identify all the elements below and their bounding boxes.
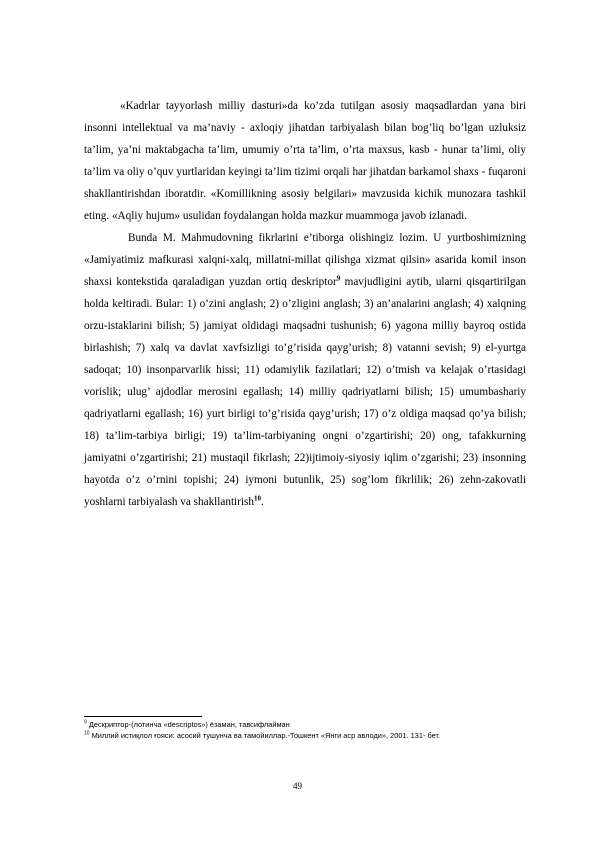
footnote-ref-10[interactable]: 10	[253, 494, 261, 503]
footnote-ref-9[interactable]: 9	[336, 274, 341, 283]
paragraph-2-part-1: Bunda M. Mahmudovning fikrlarini e’tiborga olishingiz lozim. U yurtboshimizning «Jamiyatimiz mafkurasi xalqni-xalq, millatni-millat qilishga xizmat qilsin» asarida komil inson shaxsi kontekstida qaraladigan yuzdan ortiq deskriptor	[84, 232, 526, 288]
paragraph-1: «Kadrlar tayyorlash milliy dasturi»da ko’zda tutilgan asosiy maqsadlardan yana biri insonni intellektual va ma’naviy - axloqiy jihatdan tarbiyalash bilan bog’liq bo’lgan uzluksiz ta’lim, ya’ni maktabgacha ta’lim, umumiy o’rta ta’lim, o’rta maxsus, kasb - hunar ta’limi, oliy ta’lim va oliy o’quv yurtlaridan keyingi ta’lim tizimi orqali har jihatdan barkamol shaxs - fuqaroni shakllantirishdan iboratdir. «Komillikning asosiy belgilari» mavzusida kichik munozara tashkil eting. «Aqliy hujum» usulidan foydalangan holda mazkur muammoga javob izlanadi.	[84, 100, 526, 222]
footnote-number: 9	[84, 719, 87, 726]
footnotes	[84, 719, 534, 741]
footnote-text: Дескриптор-(лотинча «descriptos») ёзаман, тавсифлайман	[86, 720, 290, 729]
footnote-9	[84, 719, 534, 730]
paragraph-2-part-2: mavjudligini aytib, ularni qisqartirilgan holda keltiradi. Bular: 1) o’zini anglash; 2) o’zligini anglash; 3) an’analarini anglash; 4) xalqning orzu-istaklarini bilish; 5) jamiyat oldidagi maqsadni tushunish; 6) yagona milliy bayroq ostida birlashish; 7) xalq va davlat xavfsizligi to’g’risida qayg’urish; 8) vatanni sevish; 9) el-yurtga sadoqat; 10) insonparvarlik hissi; 11) odamiylik fazilatlari; 12) o’tmish va kelajak o’rtasidagi vorislik; ulug’ ajdodlar merosini egallash; 14) milliy qadriyatlarni bilish; 15) umumbashariy qadriyatlarni egallash; 16) yurt birligi to’g’risida qayg’urish; 17) o’z oldiga maqsad qo’ya bilish; 18) ta’lim-tarbiya birligi; 19) ta’lim-tarbiyaning ongni o’zgartirishi; 20) ong, tafakkurning jamiyatni o’zgartirishi; 21) mustaqil fikrlash; 22)ijtimoiy-siyosiy iqlim o’zgarishi; 23) insonning hayotda o’z o’rnini topishi; 24) iymoni butunlik, 25) sog’lom fikrlilik; 26) zehn-zakovatli yoshlarni tarbiyalash va shakllantirish	[84, 276, 527, 508]
paragraph-2-end: .	[260, 496, 264, 508]
page-number: 49	[293, 781, 302, 791]
footnote-number: 10	[84, 730, 90, 737]
footnote-10	[84, 730, 534, 741]
body-text	[84, 95, 526, 513]
footnote-divider	[84, 716, 202, 717]
footnote-text: Миллий истиқлол ғояси: асосий тушунча ва тамойиллар.-Тошкент «Янги аср авлоди», 2001. 131- бет.	[89, 731, 441, 740]
paragraph-2	[84, 227, 526, 513]
